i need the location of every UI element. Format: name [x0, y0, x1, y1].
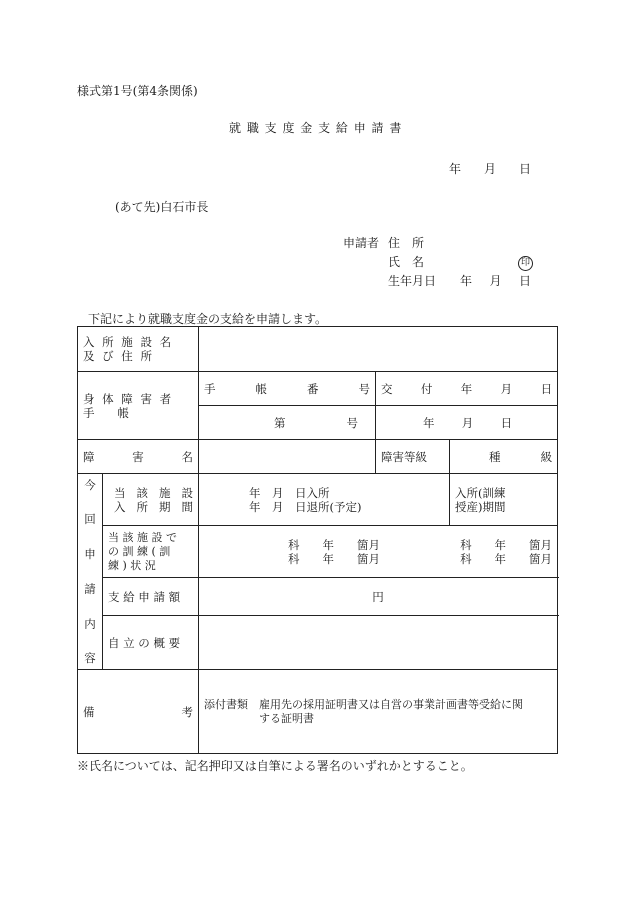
footnote: ※氏名については、記名押印又は自筆による署名のいずれかとすること。 [77, 759, 473, 773]
date-year: 年 [449, 162, 462, 176]
hdr-char: 付 [420, 381, 433, 396]
birth-day-unit: 日 [518, 274, 531, 288]
remarks-char: 備 [83, 704, 95, 719]
disability-name-label [78, 440, 199, 474]
amount-label: 支 給 申 請 額 [103, 578, 199, 616]
section-char: 申 [84, 547, 96, 562]
grade-type-unit: 種 [489, 449, 501, 464]
current-application-section [78, 474, 103, 670]
birth-label: 生年月日 [388, 274, 437, 288]
amount-value[interactable]: 円 [199, 578, 558, 616]
date-month: 月 [483, 162, 496, 176]
birth-year-unit: 年 [460, 274, 473, 288]
facility-value[interactable] [199, 327, 558, 372]
independence-value[interactable] [199, 616, 558, 670]
disability-book-label-1: 身 体 障 害 者 [83, 391, 174, 406]
hdr-char: 番 [307, 381, 319, 396]
label-char: 名 [181, 449, 193, 464]
section-char: 回 [84, 512, 96, 527]
training-status-label: 当 該 施 設 で の 訓 練 ( 訓 練 ) 状 況 [103, 526, 199, 578]
remarks-value[interactable]: 添付書類 雇用先の採用証明書又は自営の事業計画書等受給に関 する証明書 [199, 670, 558, 754]
disability-name-value[interactable] [199, 440, 376, 474]
seal-char: 印 [518, 256, 533, 271]
label-char: 障 [83, 449, 95, 464]
book-number-header [199, 372, 376, 406]
date-day: 日 [518, 162, 531, 176]
section-char: 容 [84, 651, 96, 666]
birth-units [460, 274, 531, 288]
form-title: 就 職 支 度 金 支 給 申 請 書 [229, 121, 403, 135]
remarks-char: 考 [181, 704, 193, 719]
intro-text: 下記により就職支度金の支給を申請します。 [88, 312, 328, 326]
facility-label-cell [78, 327, 199, 372]
issue-date-value[interactable] [376, 406, 558, 440]
facility-label-2: 及 び 住 所 [83, 349, 154, 363]
hdr-char: 交 [381, 381, 393, 396]
hdr-char: 帳 [255, 381, 267, 396]
facility-period-value[interactable] [199, 474, 450, 526]
addressee: (あて先)白石市長 [115, 200, 209, 214]
issue-year: 年 [423, 415, 435, 430]
facility-period-label: 当 該 施 設 入 所 期 間 [103, 474, 199, 526]
hdr-char: 年 [460, 381, 473, 396]
applicant-label: 申請者 [343, 236, 380, 250]
hdr-char: 号 [358, 381, 370, 396]
grade-level-unit: 級 [540, 449, 553, 464]
independence-label: 自 立 の 概 要 [103, 616, 199, 670]
form-number: 様式第1号(第4条関係) [77, 84, 198, 98]
hdr-char: 手 [204, 381, 216, 396]
disability-grade-value[interactable] [450, 440, 558, 474]
name-label: 氏 名 [388, 255, 425, 269]
issue-month: 月 [461, 415, 474, 430]
disability-book-label-cell [78, 372, 199, 440]
seal-mark [518, 254, 533, 271]
section-char: 内 [84, 616, 96, 631]
issue-date-header [376, 372, 558, 406]
training-row-right-1: 科 年 箇月 [460, 537, 553, 552]
period-entry: 年 月 日入所 [249, 485, 330, 500]
training-period-label: 入所(訓練 授産)期間 [450, 474, 558, 526]
disability-grade-label: 障害等級 [376, 440, 450, 474]
address-label: 住 所 [388, 236, 425, 250]
date-line [449, 162, 531, 176]
training-row-1: 科 年 箇月 [288, 537, 380, 552]
hdr-char: 月 [500, 381, 513, 396]
book-number-prefix: 第 [274, 415, 286, 430]
disability-book-label-2: 手 帳 [83, 405, 129, 420]
section-char: 今 [84, 477, 96, 492]
section-char: 請 [84, 581, 96, 596]
book-number-suffix: 号 [346, 415, 358, 430]
hdr-char: 日 [540, 381, 553, 396]
birth-month-unit: 月 [489, 274, 502, 288]
application-table [77, 326, 558, 754]
label-char: 害 [132, 449, 144, 464]
book-number-value[interactable] [199, 406, 376, 440]
training-status-value[interactable] [199, 526, 558, 578]
issue-day: 日 [500, 415, 513, 430]
period-exit: 年 月 日退所(予定) [249, 499, 362, 514]
training-row-right-2: 科 年 箇月 [460, 551, 553, 566]
training-row-2: 科 年 箇月 [288, 551, 380, 566]
facility-label-1: 入 所 施 設 名 [83, 335, 174, 349]
remarks-label [78, 670, 199, 754]
